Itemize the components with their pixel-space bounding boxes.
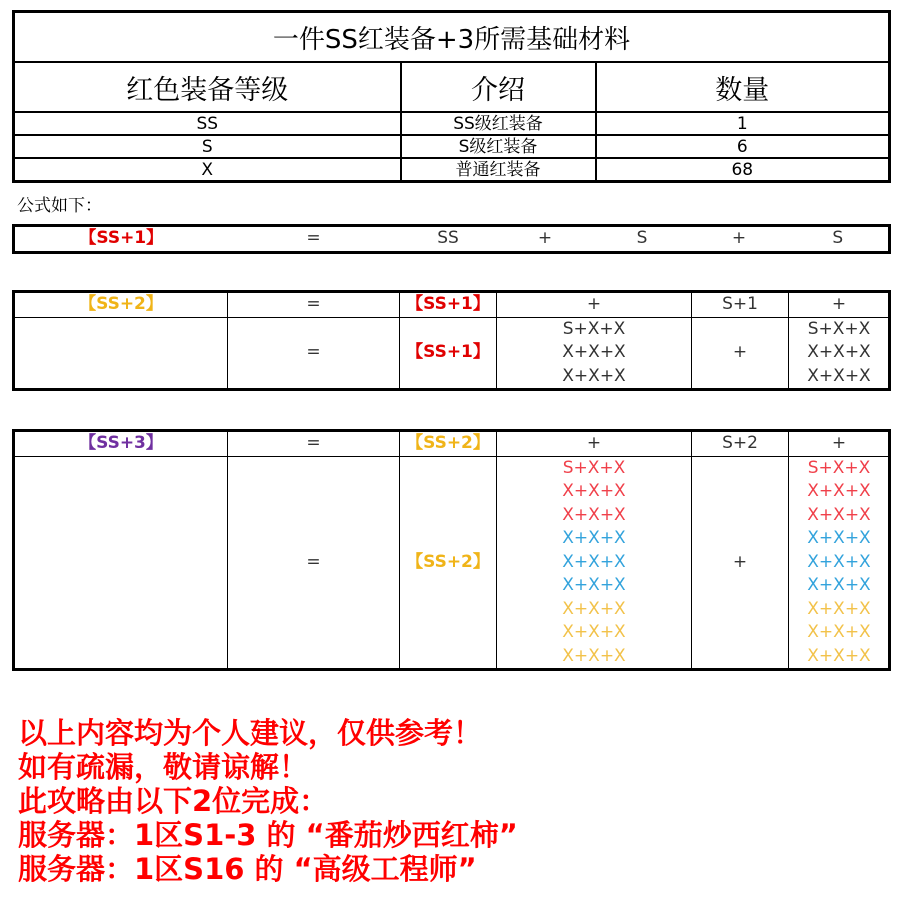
operand-ss: SS [437, 228, 459, 248]
plus-sign: + [497, 292, 692, 318]
note-line: 服务器：1区S16 的 “高级工程师” [18, 852, 477, 886]
table-row [14, 135, 890, 158]
header-grade: 红色装备等级 [14, 62, 401, 112]
plus-sign: + [497, 431, 692, 457]
desc-cell: SS级红装备 [401, 112, 596, 135]
qty-cell: 6 [596, 135, 890, 158]
plus-sign: + [789, 431, 890, 457]
formula-ss1 [12, 224, 891, 254]
note-line: 以上内容均为个人建议，仅供参考！ [18, 716, 483, 750]
plus-sign: + [789, 292, 890, 318]
operand-ss1: 【SS+1】 [400, 292, 497, 318]
expansion-s1: S+X+X X+X+X X+X+X [497, 317, 692, 390]
expansion-s1: S+X+X X+X+X X+X+X [789, 317, 890, 390]
equals-sign: = [228, 456, 400, 670]
qty-cell: 68 [596, 158, 890, 182]
materials-table [12, 10, 891, 183]
operand-ss2: 【SS+2】 [400, 431, 497, 457]
formula-ss3 [12, 429, 891, 671]
equals-sign: = [228, 292, 400, 318]
equals-sign: = [228, 317, 400, 390]
grade-cell: S [14, 135, 401, 158]
operand-ss1: 【SS+1】 [400, 317, 497, 390]
empty-cell [14, 317, 228, 390]
grade-cell: SS [14, 112, 401, 135]
header-desc: 介绍 [401, 62, 596, 112]
expansion-s2: S+X+X X+X+X X+X+X X+X+X X+X+X X+X+X X+X+X X+X+X X+X+X [497, 456, 692, 670]
header-qty: 数量 [596, 62, 890, 112]
table-title: 一件SS红装备+3所需基础材料 [14, 12, 890, 63]
qty-cell: 1 [596, 112, 890, 135]
operand-s1: S+1 [692, 292, 789, 318]
plus-sign: + [692, 456, 789, 670]
plus-sign: + [731, 228, 747, 248]
grade-cell: X [14, 158, 401, 182]
formula-ss2 [12, 290, 891, 391]
notes [18, 716, 518, 886]
equals-sign: = [306, 228, 321, 248]
result-ss3: 【SS+3】 [14, 431, 228, 457]
desc-cell: S级红装备 [401, 135, 596, 158]
desc-cell: 普通红装备 [401, 158, 596, 182]
expansion-s2: S+X+X X+X+X X+X+X X+X+X X+X+X X+X+X X+X+X X+X+X X+X+X [789, 456, 890, 670]
operand-s: S [636, 228, 648, 248]
operand-s2: S+2 [692, 431, 789, 457]
operand-s: S [832, 228, 844, 248]
equals-sign: = [228, 431, 400, 457]
note-line: 此攻略由以下2位完成： [18, 784, 329, 818]
plus-sign: + [537, 228, 553, 248]
table-row [14, 112, 890, 135]
result-ss2: 【SS+2】 [14, 292, 228, 318]
formula-label: 公式如下： [17, 196, 102, 216]
note-line: 如有疏漏，敬请谅解！ [18, 750, 309, 784]
empty-cell [14, 456, 228, 670]
result-ss1: 【SS+1】 [79, 228, 164, 248]
operand-ss2: 【SS+2】 [400, 456, 497, 670]
table-row [14, 158, 890, 182]
note-line: 服务器：1区S1-3 的 “番茄炒西红柿” [18, 818, 518, 852]
plus-sign: + [692, 317, 789, 390]
